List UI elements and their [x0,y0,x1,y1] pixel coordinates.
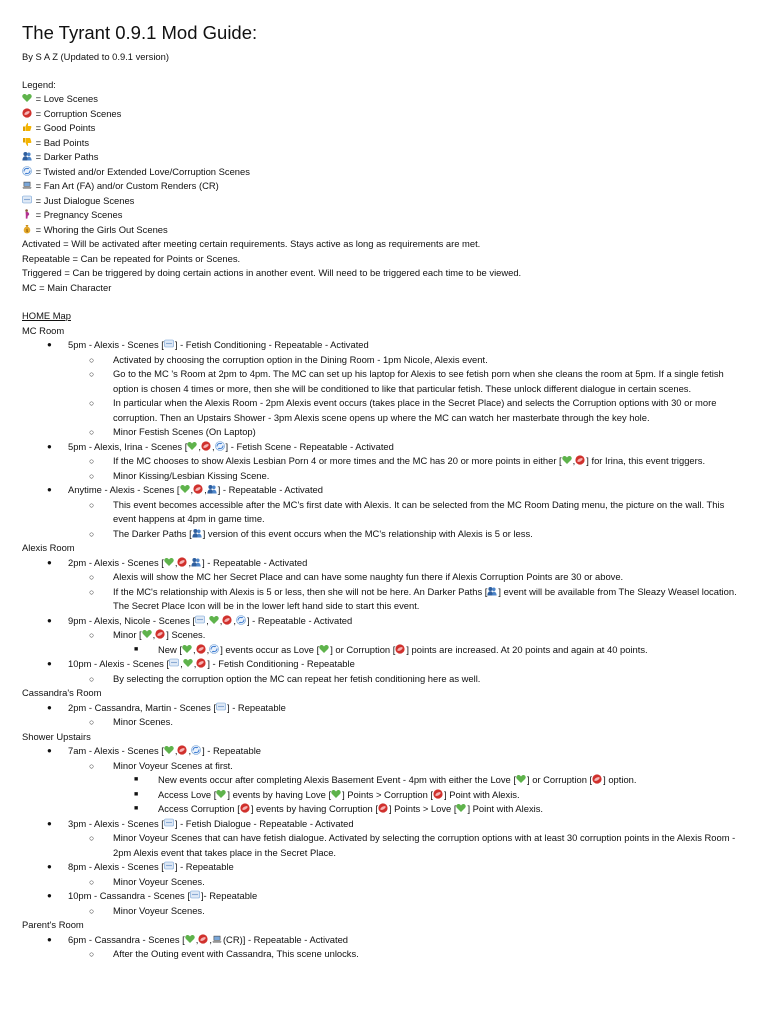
list-item: ○ After the Outing event with Cassandra, This scene unlocks. [22,947,744,962]
legend-item: = Whoring the Girls Out Scenes [22,223,744,238]
lips-icon [196,658,206,668]
heart-icon [180,484,190,494]
speech-icon [164,861,174,871]
list-item: ■ New events occur after completing Alexis Basement Event - 4pm with either the Love [ ] or Corruption [ ] option. [22,773,744,788]
list-item: ■ New [ , , ] events occur as Love [ ] or Corruption [ ] points are increased. At 20 points and again at 40 points. [22,643,744,658]
lips-icon [22,108,32,118]
lips-icon [592,774,602,784]
people-icon [192,528,202,538]
heart-icon [187,441,197,451]
speech-icon [190,890,200,900]
list-item: ○ Minor Voyeur Scenes at first. [22,759,744,774]
section-alexis-room: Alexis Room [22,542,75,553]
twist-icon [191,745,201,755]
home-map-heading: HOME Map [22,310,71,321]
list-item: ○ Go to the MC 's Room at 2pm to 4pm. The MC can set up his laptop for Alexis to see fetish porn when she cleans the room at 5pm. If a single fetish option is chosen 4 times or more, then she will be conditioned to like that particular fetish. These unlock different dialogue in certain scenes. [22,367,744,396]
heart-icon [185,934,195,944]
legend-item: = Pregnancy Scenes [22,208,744,223]
lips-icon [155,629,165,639]
list-item: ○ By selecting the corruption option the MC can repeat her fetish conditioning here as well. [22,672,744,687]
lips-icon [193,484,203,494]
legend-item: = Fan Art (FA) and/or Custom Renders (CR) [22,179,744,194]
lips-icon [201,441,211,451]
legend-item: = Darker Paths [22,150,744,165]
legend-item: = Good Points [22,121,744,136]
lips-icon [222,615,232,625]
heart-icon [216,789,226,799]
heart-icon [164,745,174,755]
list-item: ○ Alexis will show the MC her Secret Place and can have some naughty fun there if Alexis Corruption Points are 30 or above. [22,570,744,585]
lips-icon [378,803,388,813]
heart-icon [456,803,466,813]
list-item: ○ The Darker Paths [ ] version of this event occurs when the MC's relationship with Alexis is 5 or less. [22,527,744,542]
speech-icon [164,818,174,828]
list-item: ● 2pm - Cassandra, Martin - Scenes [ ] - Repeatable [22,701,744,716]
section-shower-upstairs: Shower Upstairs [22,730,91,742]
twist-icon [22,166,32,176]
pregnant-icon [22,209,32,219]
lips-icon [198,934,208,944]
list-item: ● Anytime - Alexis - Scenes [ , , ] - Repeatable - Activated [22,483,744,498]
list-item: ○ Minor Festish Scenes (On Laptop) [22,425,744,440]
lips-icon [395,644,405,654]
heart-icon [142,629,152,639]
people-icon [207,484,217,494]
list-item: ● 9pm - Alexis, Nicole - Scenes [ , , , ] - Repeatable - Activated [22,614,744,629]
legend-item: = Just Dialogue Scenes [22,194,744,209]
heart-icon [209,615,219,625]
list-item: ○ If the MC's relationship with Alexis is 5 or less, then she will not be here. An Darker Paths [ ] event will be available from The Sleazy Weasel location. The Secret Place Icon will be in the lower left hand side to start this event. [22,585,744,614]
heart-icon [562,455,572,465]
people-icon [191,557,201,567]
moneybag-icon [22,224,32,234]
legend-item: = Love Scenes [22,92,744,107]
heart-icon [164,557,174,567]
speech-icon [164,339,174,349]
list-item: ● 8pm - Alexis - Scenes [ ] - Repeatable [22,860,744,875]
list-item: ● 7am - Alexis - Scenes [ , , ] - Repeatable [22,744,744,759]
section-cassandras-room: Cassandra's Room [22,687,102,698]
legend [22,78,744,296]
lips-icon [433,789,443,799]
lips-icon [177,557,187,567]
thumbs-up-icon [22,122,32,132]
legend-item: = Twisted and/or Extended Love/Corruption Scenes [22,165,744,180]
legend-heading: Legend: [22,78,56,90]
list-item: ○ Minor Scenes. [22,715,744,730]
speech-icon [195,615,205,625]
list-item: ■ Access Corruption [ ] events by having Corruption [ ] Points > Love [ ] Point with Alexis. [22,802,744,817]
laptop-icon [212,934,222,944]
heart-icon [331,789,341,799]
lips-icon [240,803,250,813]
thumbs-down-icon [22,137,32,147]
legend-item: = Bad Points [22,136,744,151]
speech-icon [169,658,179,668]
heart-icon [516,774,526,784]
lips-icon [177,745,187,755]
twist-icon [209,644,219,654]
section-parents-room: Parent's Room [22,919,84,930]
lips-icon [575,455,585,465]
twist-icon [236,615,246,625]
twist-icon [215,441,225,451]
list-item: ○ Activated by choosing the corruption option in the Dining Room - 1pm Nicole, Alexis event. [22,353,744,368]
heart-icon [183,658,193,668]
list-item: ○ This event becomes accessible after the MC's first date with Alexis. It can be selected from the MC Room Dating menu, the picture on the wall. This event happens at 4pm in game time. [22,498,744,527]
people-icon [22,151,32,161]
list-item: ● 6pm - Cassandra - Scenes [ , , (CR)] - Repeatable - Activated [22,933,744,948]
definition: MC = Main Character [22,281,112,293]
heart-icon [182,644,192,654]
heart-icon [319,644,329,654]
list-item: ○ Minor Voyeur Scenes. [22,904,744,919]
definition: Triggered = Can be triggered by doing certain actions in another event. Will need to be triggered each time to be viewed. [22,267,522,278]
lips-icon [196,644,206,654]
list-item: ○ Minor Voyeur Scenes. [22,875,744,890]
people-icon [487,586,497,596]
legend-item: = Corruption Scenes [22,107,744,122]
list-item: ● 10pm - Alexis - Scenes [ , , ] - Fetish Conditioning - Repeatable [22,657,744,672]
speech-icon [22,195,32,205]
list-item: ■ Access Love [ ] events by having Love [ ] Points > Corruption [ ] Point with Alexis. [22,788,744,803]
laptop-icon [22,180,32,190]
list-item: ○ In particular when the Alexis Room - 2pm Alexis event occurs (takes place in the Secret Place) and selects the Corruption options with 30 or more corruption. Then an Upstairs Shower - 3pm Alexis scene opens up where the MC can watch her masterbate through the key hole. [22,396,744,425]
list-item: ○ Minor [ , ] Scenes. [22,628,744,643]
list-item: ○ Minor Voyeur Scenes that can have fetish dialogue. Activated by selecting the corruption options with at least 30 corruption points in the Alexis Room - 2pm Alexis event that takes place in the Secret Place. [22,831,744,860]
speech-icon [216,702,226,712]
list-item: ● 3pm - Alexis - Scenes [ ] - Fetish Dialogue - Repeatable - Activated [22,817,744,832]
section-mc-room: MC Room [22,324,65,336]
list-item: ○ Minor Kissing/Lesbian Kissing Scene. [22,469,744,484]
list-item: ● 5pm - Alexis, Irina - Scenes [ , , ] - Fetish Scene - Repeatable - Activated [22,440,744,455]
definition: Activated = Will be activated after meeting certain requirements. Stays active as long as requirements are met. [22,238,481,249]
definition: Repeatable = Can be repeated for Points or Scenes. [22,252,241,264]
byline: By S A Z (Updated to 0.9.1 version) [22,51,169,62]
list-item: ○ If the MC chooses to show Alexis Lesbian Porn 4 or more times and the MC has 20 or more points in either [ , ] for Irina, this event triggers. [22,454,744,469]
heart-icon [22,93,32,103]
list-item: ● 5pm - Alexis - Scenes [ ] - Fetish Conditioning - Repeatable - Activated [22,338,744,353]
list-item: ● 2pm - Alexis - Scenes [ , , ] - Repeatable - Activated [22,556,744,571]
page-title: The Tyrant 0.9.1 Mod Guide: [22,22,258,43]
list-item: ● 10pm - Cassandra - Scenes [ ]- Repeatable [22,889,744,904]
